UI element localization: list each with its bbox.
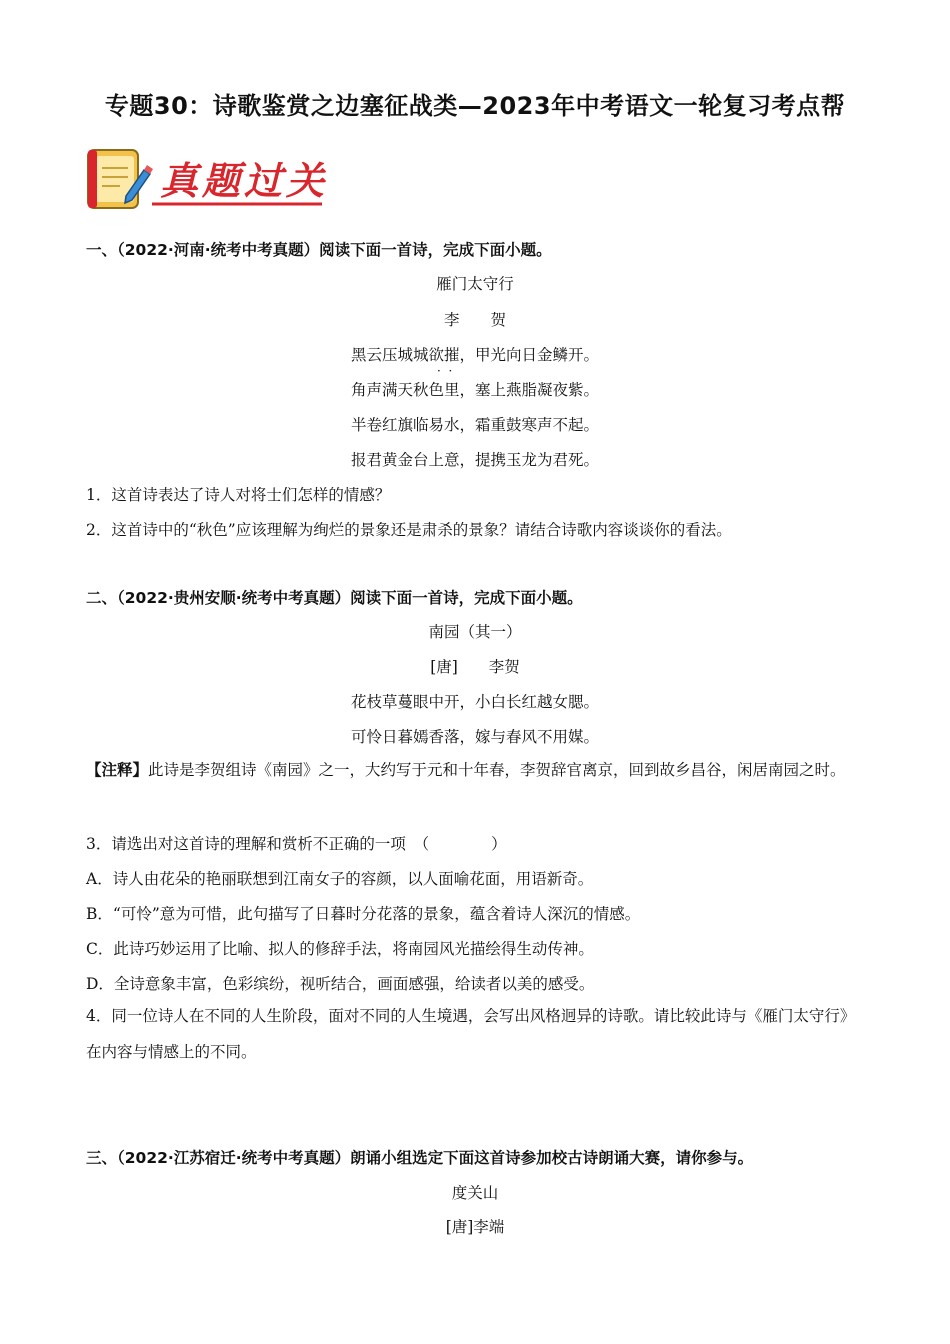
note-text: 此诗是李贺组诗《南园》之一，大约写于元和十年春，李贺辞官离京，回到故乡昌谷，闲居南园之时。	[148, 761, 846, 779]
option-d: D．全诗意象丰富，色彩缤纷，视听结合，画面感强，给读者以美的感受。	[86, 975, 595, 993]
section-banner	[86, 146, 329, 212]
q1-poem-title: 雁门太守行	[436, 275, 514, 293]
banner-text: 真题过关	[160, 158, 329, 203]
q2-line-2: 可怜日暮嫣香落，嫁与春风不用媒。	[350, 728, 599, 746]
q2-poem-title: 南园（其一）	[428, 623, 522, 641]
option-b: B．“可怜”意为可惜，此句描写了日暮时分花落的景象，蕴含着诗人深沉的情感。	[86, 905, 641, 923]
q3-poem-title: 度关山	[451, 1184, 499, 1202]
q2-question-3: 3．请选出对这首诗的理解和赏析不正确的一项 （ ）	[86, 835, 507, 853]
q2-author: [唐] 李贺	[430, 658, 520, 676]
q1-question-1: 1．这首诗表达了诗人对将士们怎样的情感？	[86, 486, 391, 504]
emphasis-dots: · ·	[437, 364, 453, 378]
q2-question-4: 4．同一位诗人在不同的人生阶段，面对不同的人生境遇，会写出风格迥异的诗歌。请比较此诗与《雁门太守行》在内容与情感上的不同。	[86, 1007, 856, 1061]
q1-author: 李 贺	[443, 311, 506, 329]
q1-heading: 一、（2022·河南·统考中考真题）阅读下面一首诗，完成下面小题。	[86, 241, 552, 259]
q1-line-1: 黑云压城城欲摧，甲光向日金鳞开。	[350, 346, 599, 364]
q2-note	[86, 752, 866, 788]
q1-question-2: 2．这首诗中的“秋色”应该理解为绚烂的景象还是肃杀的景象？请结合诗歌内容谈谈你的看法。	[86, 521, 732, 539]
q3-heading: 三、（2022·江苏宿迁·统考中考真题）朗诵小组选定下面这首诗参加校古诗朗诵大赛，请你参与。	[86, 1149, 754, 1167]
page-title: 专题30：诗歌鉴赏之边塞征战类—2023年中考语文一轮复习考点帮	[104, 92, 846, 120]
q2-line-1: 花枝草蔓眼中开，小白长红越女腮。	[350, 693, 599, 711]
q2-heading: 二、（2022·贵州安顺·统考中考真题）阅读下面一首诗，完成下面小题。	[86, 589, 583, 607]
q1-line-3: 半卷红旗临易水，霜重鼓寒声不起。	[350, 416, 599, 434]
q3-author: [唐]李端	[445, 1218, 505, 1236]
option-a: A．诗人由花朵的艳丽联想到江南女子的容颜，以人面喻花面，用语新奇。	[86, 870, 594, 888]
option-c: C．此诗巧妙运用了比喻、拟人的修辞手法，将南园风光描绘得生动传神。	[86, 940, 594, 958]
q1-line-4: 报君黄金台上意，提携玉龙为君死。	[350, 451, 599, 469]
q1-line-2: 角声满天秋色里，塞上燕脂凝夜紫。	[350, 381, 599, 399]
note-label: 【注释】	[86, 760, 149, 779]
